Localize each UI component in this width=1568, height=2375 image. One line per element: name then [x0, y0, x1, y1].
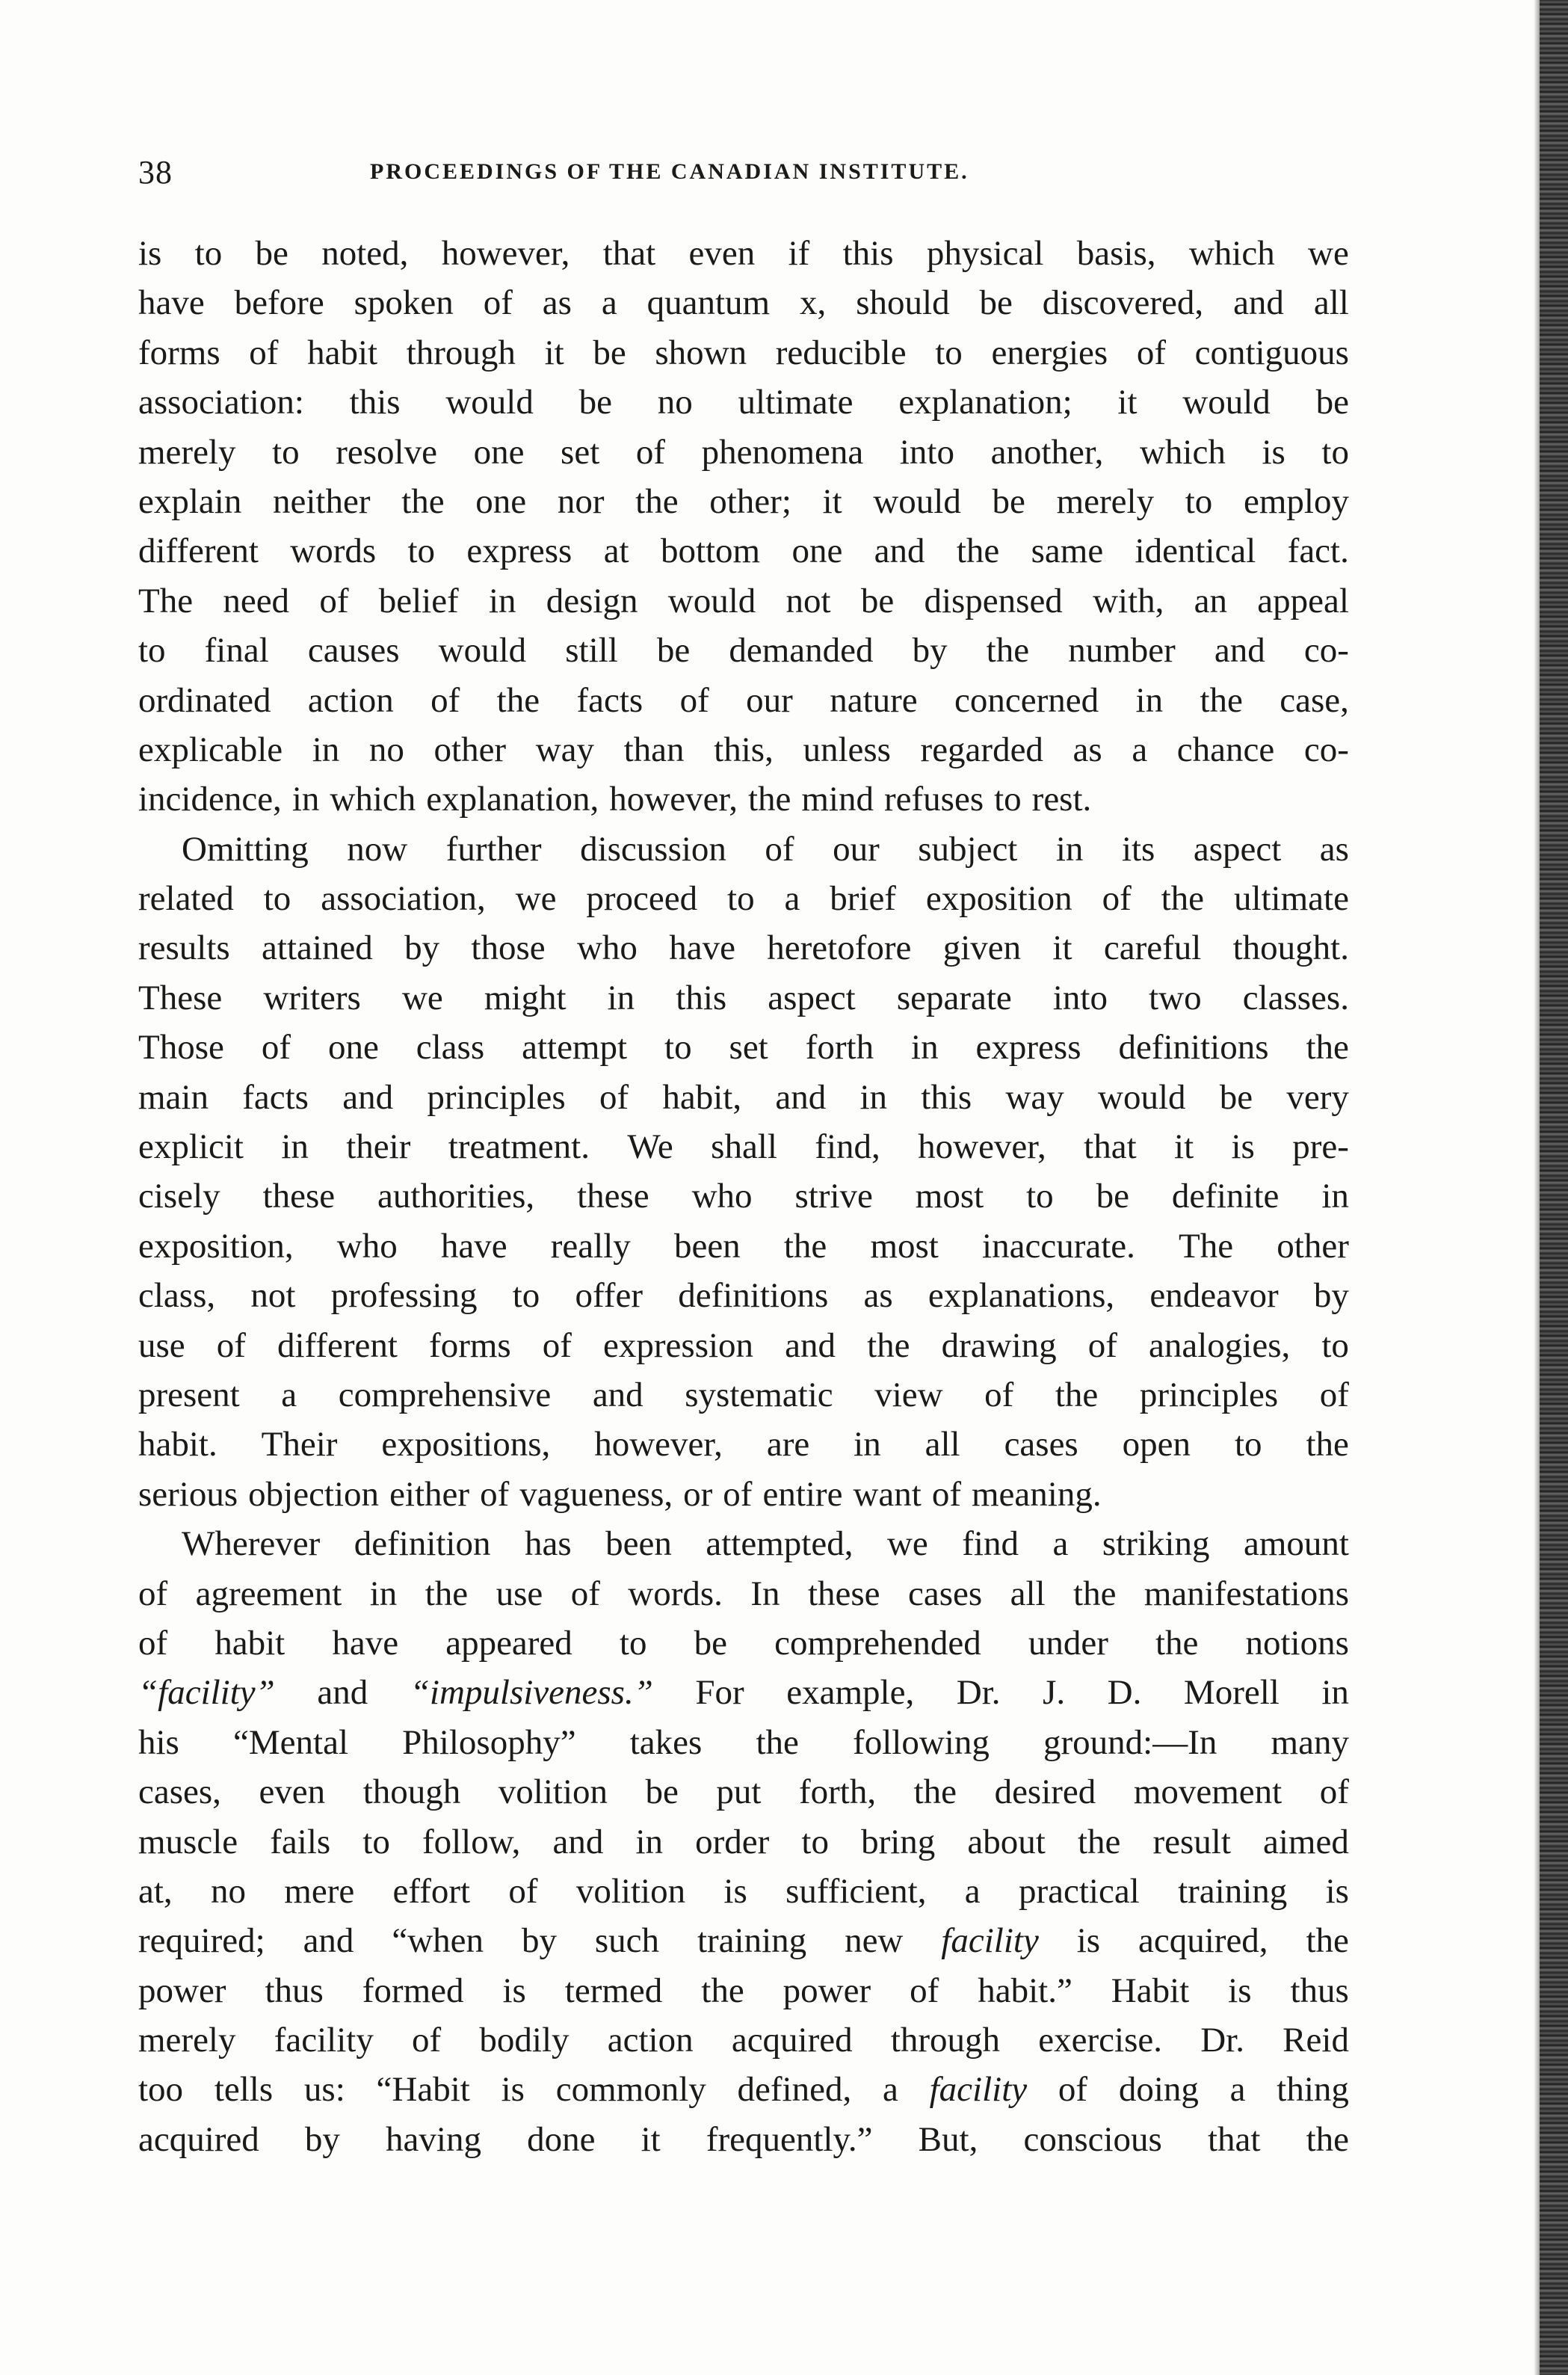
text-line: of habit have appeared to be comprehended under the notions	[138, 1623, 1349, 1663]
text-line: to final causes would still be demanded by the number and co-	[138, 631, 1349, 671]
text-line: explicable in no other way than this, unless regarded as a chance co-	[138, 730, 1349, 769]
text-line: serious objection either of vagueness, or of entire want of meaning.	[138, 1474, 1102, 1514]
text-line: use of different forms of expression and the drawing of analogies, to	[138, 1325, 1349, 1365]
binding-shadow	[1534, 0, 1540, 2375]
book-spine-edge	[1540, 0, 1568, 2375]
text-line: acquired by having done it frequently.” But, conscious that the	[138, 2119, 1349, 2159]
text-line: class, not professing to offer definitions as explanations, endeavor by	[138, 1276, 1349, 1316]
text-line: cisely these authorities, these who strive most to be definite in	[138, 1177, 1349, 1216]
text-line: The need of belief in design would not be dispensed with, an appeal	[138, 581, 1349, 620]
text-line: power thus formed is termed the power of habit.” Habit is thus	[138, 1971, 1349, 2010]
text-line: present a comprehensive and systematic view of the principles of	[138, 1375, 1349, 1414]
text-line: These writers we might in this aspect separate into two classes.	[138, 978, 1349, 1017]
text-line: his “Mental Philosophy” takes the following ground:—In many	[138, 1722, 1349, 1762]
text-line: have before spoken of as a quantum x, should be discovered, and all	[138, 283, 1349, 323]
text-line: forms of habit through it be shown reducible to energies of contiguous	[138, 333, 1349, 372]
running-head: PROCEEDINGS OF THE CANADIAN INSTITUTE.	[370, 159, 969, 184]
text-line: incidence, in which explanation, however, the mind refuses to rest.	[138, 780, 1092, 819]
text-line: required; and “when by such training new facility is acquired, the	[138, 1921, 1349, 1961]
page-number: 38	[138, 154, 173, 191]
page-header	[138, 153, 1349, 198]
text-line: Those of one class attempt to set forth in express definitions the	[138, 1028, 1349, 1068]
text-line: “facility” and “impulsiveness.” For example, Dr. J. D. Morell in	[138, 1673, 1349, 1713]
text-line: results attained by those who have heretofore given it careful thought.	[138, 928, 1349, 968]
text-line: is to be noted, however, that even if this physical basis, which we	[138, 234, 1349, 273]
text-line: main facts and principles of habit, and in this way would be very	[138, 1077, 1349, 1117]
text-line: cases, even though volition be put forth, the desired movement of	[138, 1772, 1349, 1812]
text-line: Omitting now further discussion of our subject in its aspect as	[182, 829, 1349, 869]
text-line: exposition, who have really been the most inaccurate. The other	[138, 1226, 1349, 1266]
text-line: of agreement in the use of words. In these cases all the manifestations	[138, 1574, 1349, 1613]
text-line: related to association, we proceed to a brief exposition of the ultimate	[138, 879, 1349, 919]
text-line: muscle fails to follow, and in order to bring about the result aimed	[138, 1822, 1349, 1861]
body-text	[138, 229, 1349, 2164]
text-line: merely facility of bodily action acquired through exercise. Dr. Reid	[138, 2021, 1349, 2060]
text-line: different words to express at bottom one and the same identical fact.	[138, 532, 1349, 571]
text-line: merely to resolve one set of phenomena into another, which is to	[138, 432, 1349, 472]
text-line: too tells us: “Habit is commonly defined, a facility of doing a thing	[138, 2070, 1349, 2110]
text-line: explain neither the one nor the other; it would be merely to employ	[138, 481, 1349, 521]
text-line: Wherever definition has been attempted, we find a striking amount	[182, 1524, 1349, 1564]
text-line: at, no mere effort of volition is sufficient, a practical training is	[138, 1871, 1349, 1911]
text-line: ordinated action of the facts of our nature concerned in the case,	[138, 680, 1349, 720]
text-line: explicit in their treatment. We shall find, however, that it is pre-	[138, 1127, 1349, 1167]
text-line: habit. Their expositions, however, are in all cases open to the	[138, 1425, 1349, 1464]
text-line: association: this would be no ultimate explanation; it would be	[138, 383, 1349, 422]
